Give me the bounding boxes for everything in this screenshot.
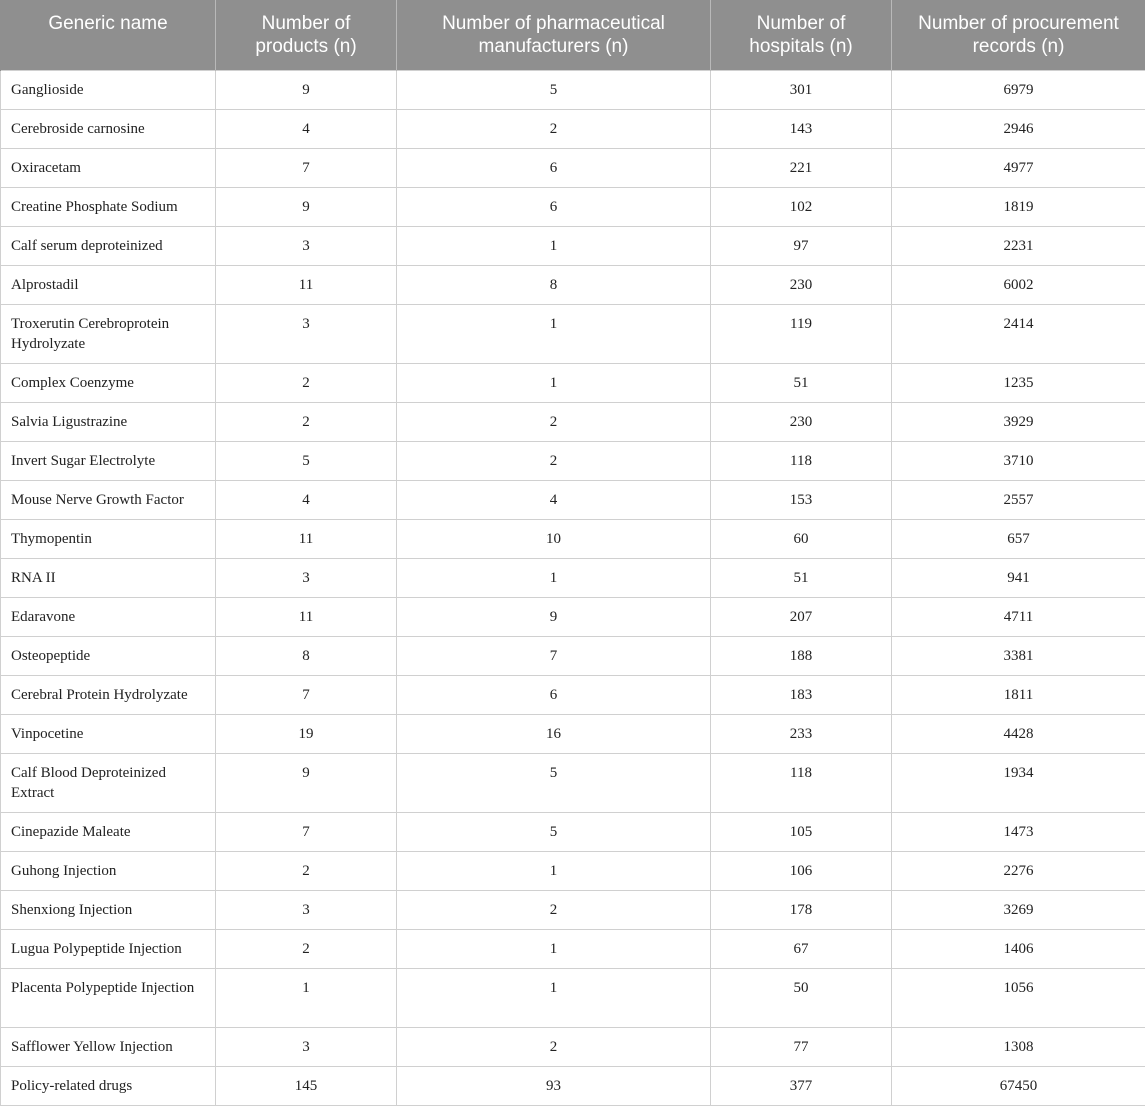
cell-generic-name: RNA II [1,558,216,597]
cell-products: 9 [216,187,397,226]
cell-products: 5 [216,441,397,480]
cell-manufacturers: 2 [397,402,711,441]
cell-generic-name: Placenta Polypeptide Injection [1,968,216,1027]
cell-generic-name: Guhong Injection [1,851,216,890]
cell-procurement-records: 2231 [892,226,1145,265]
cell-hospitals: 230 [711,402,892,441]
cell-products: 9 [216,70,397,109]
cell-manufacturers: 93 [397,1066,711,1105]
cell-hospitals: 102 [711,187,892,226]
cell-hospitals: 188 [711,636,892,675]
cell-manufacturers: 9 [397,597,711,636]
table-row [1,402,1145,441]
table-row [1,636,1145,675]
cell-hospitals: 51 [711,558,892,597]
cell-products: 2 [216,851,397,890]
cell-hospitals: 118 [711,753,892,812]
cell-manufacturers: 1 [397,304,711,363]
cell-hospitals: 153 [711,480,892,519]
cell-generic-name: Troxerutin Cerebroprotein Hydrolyzate [1,304,216,363]
table-row [1,1027,1145,1066]
cell-products: 3 [216,558,397,597]
cell-generic-name: Lugua Polypeptide Injection [1,929,216,968]
cell-generic-name: Safflower Yellow Injection [1,1027,216,1066]
table-row [1,265,1145,304]
cell-hospitals: 233 [711,714,892,753]
cell-manufacturers: 16 [397,714,711,753]
cell-generic-name: Calf serum deproteinized [1,226,216,265]
cell-products: 7 [216,148,397,187]
cell-generic-name: Cinepazide Maleate [1,812,216,851]
cell-hospitals: 119 [711,304,892,363]
cell-generic-name: Creatine Phosphate Sodium [1,187,216,226]
cell-hospitals: 230 [711,265,892,304]
cell-hospitals: 50 [711,968,892,1027]
cell-manufacturers: 5 [397,812,711,851]
cell-manufacturers: 5 [397,70,711,109]
table-row [1,929,1145,968]
cell-procurement-records: 2557 [892,480,1145,519]
cell-procurement-records: 1235 [892,363,1145,402]
cell-products: 4 [216,480,397,519]
cell-generic-name: Shenxiong Injection [1,890,216,929]
cell-manufacturers: 1 [397,558,711,597]
cell-hospitals: 143 [711,109,892,148]
table-row [1,675,1145,714]
table-header [1,0,1145,70]
cell-procurement-records: 1934 [892,753,1145,812]
cell-manufacturers: 5 [397,753,711,812]
cell-manufacturers: 2 [397,441,711,480]
table-row [1,304,1145,363]
table-row [1,558,1145,597]
cell-hospitals: 51 [711,363,892,402]
cell-procurement-records: 657 [892,519,1145,558]
cell-hospitals: 178 [711,890,892,929]
cell-products: 7 [216,675,397,714]
cell-products: 11 [216,597,397,636]
cell-products: 3 [216,226,397,265]
table-row [1,597,1145,636]
cell-products: 2 [216,929,397,968]
cell-hospitals: 118 [711,441,892,480]
cell-procurement-records: 3381 [892,636,1145,675]
cell-manufacturers: 1 [397,929,711,968]
cell-hospitals: 106 [711,851,892,890]
cell-procurement-records: 1056 [892,968,1145,1027]
cell-procurement-records: 6979 [892,70,1145,109]
cell-procurement-records: 3710 [892,441,1145,480]
cell-procurement-records: 4977 [892,148,1145,187]
cell-hospitals: 60 [711,519,892,558]
cell-procurement-records: 1473 [892,812,1145,851]
header-number-of-manufacturers: Number of pharmaceutical manufacturers (n) [397,0,711,70]
table-row [1,363,1145,402]
table-row [1,226,1145,265]
cell-products: 8 [216,636,397,675]
cell-procurement-records: 2946 [892,109,1145,148]
cell-products: 9 [216,753,397,812]
cell-products: 3 [216,890,397,929]
cell-products: 11 [216,519,397,558]
cell-generic-name: Complex Coenzyme [1,363,216,402]
cell-hospitals: 183 [711,675,892,714]
cell-generic-name: Cerebroside carnosine [1,109,216,148]
header-number-of-products: Number of products (n) [216,0,397,70]
cell-manufacturers: 2 [397,1027,711,1066]
table-row [1,109,1145,148]
cell-products: 7 [216,812,397,851]
cell-manufacturers: 8 [397,265,711,304]
table-row [1,441,1145,480]
cell-products: 3 [216,1027,397,1066]
cell-manufacturers: 6 [397,187,711,226]
cell-manufacturers: 6 [397,148,711,187]
cell-hospitals: 97 [711,226,892,265]
cell-generic-name: Cerebral Protein Hydrolyzate [1,675,216,714]
cell-procurement-records: 1819 [892,187,1145,226]
cell-generic-name: Mouse Nerve Growth Factor [1,480,216,519]
cell-products: 19 [216,714,397,753]
cell-generic-name: Edaravone [1,597,216,636]
table-row [1,968,1145,1027]
cell-manufacturers: 7 [397,636,711,675]
cell-procurement-records: 67450 [892,1066,1145,1105]
table-row [1,519,1145,558]
cell-generic-name: Policy-related drugs [1,1066,216,1105]
cell-manufacturers: 2 [397,890,711,929]
cell-manufacturers: 1 [397,851,711,890]
cell-manufacturers: 4 [397,480,711,519]
cell-generic-name: Osteopeptide [1,636,216,675]
cell-generic-name: Vinpocetine [1,714,216,753]
table-row [1,851,1145,890]
header-number-of-procurement-records: Number of procurement records (n) [892,0,1145,70]
cell-manufacturers: 1 [397,968,711,1027]
cell-procurement-records: 2276 [892,851,1145,890]
header-number-of-hospitals: Number of hospitals (n) [711,0,892,70]
cell-products: 2 [216,402,397,441]
cell-hospitals: 207 [711,597,892,636]
table-row [1,890,1145,929]
cell-procurement-records: 4428 [892,714,1145,753]
cell-hospitals: 105 [711,812,892,851]
cell-procurement-records: 2414 [892,304,1145,363]
cell-hospitals: 301 [711,70,892,109]
cell-hospitals: 221 [711,148,892,187]
table-row [1,480,1145,519]
cell-procurement-records: 941 [892,558,1145,597]
cell-generic-name: Thymopentin [1,519,216,558]
cell-hospitals: 67 [711,929,892,968]
cell-procurement-records: 1811 [892,675,1145,714]
cell-products: 145 [216,1066,397,1105]
table-row [1,187,1145,226]
cell-manufacturers: 6 [397,675,711,714]
cell-generic-name: Invert Sugar Electrolyte [1,441,216,480]
cell-hospitals: 77 [711,1027,892,1066]
cell-procurement-records: 3269 [892,890,1145,929]
table-body [1,70,1145,1105]
cell-manufacturers: 2 [397,109,711,148]
cell-procurement-records: 3929 [892,402,1145,441]
cell-products: 1 [216,968,397,1027]
cell-products: 11 [216,265,397,304]
cell-generic-name: Salvia Ligustrazine [1,402,216,441]
cell-procurement-records: 1308 [892,1027,1145,1066]
table-row [1,753,1145,812]
cell-procurement-records: 4711 [892,597,1145,636]
cell-products: 4 [216,109,397,148]
cell-products: 3 [216,304,397,363]
table-row [1,70,1145,109]
cell-generic-name: Ganglioside [1,70,216,109]
table-row [1,714,1145,753]
table-row [1,148,1145,187]
cell-hospitals: 377 [711,1066,892,1105]
cell-generic-name: Calf Blood Deproteinized Extract [1,753,216,812]
cell-products: 2 [216,363,397,402]
table-row [1,1066,1145,1105]
cell-manufacturers: 1 [397,226,711,265]
cell-generic-name: Oxiracetam [1,148,216,187]
cell-procurement-records: 1406 [892,929,1145,968]
table-row [1,812,1145,851]
header-row [1,0,1145,70]
cell-manufacturers: 10 [397,519,711,558]
cell-manufacturers: 1 [397,363,711,402]
cell-generic-name: Alprostadil [1,265,216,304]
cell-procurement-records: 6002 [892,265,1145,304]
header-generic-name: Generic name [1,0,216,70]
